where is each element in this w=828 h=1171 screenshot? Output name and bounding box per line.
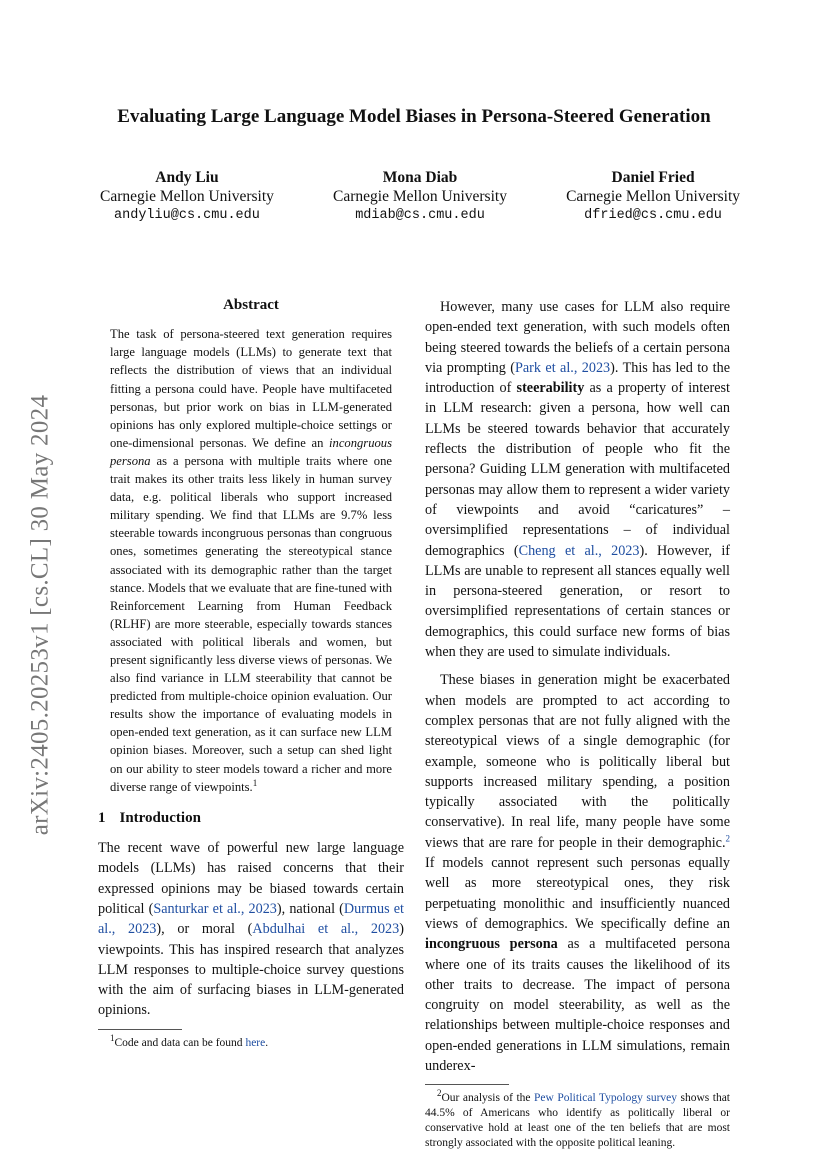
author (333, 168, 507, 225)
footnote-1: $^1$Code and data can be found here. (110, 1032, 269, 1049)
author (100, 168, 274, 225)
author-name: Daniel Fried (611, 169, 695, 186)
author-affiliation: Carnegie Mellon University (566, 188, 740, 205)
footnote-marker[interactable]: 1 (252, 777, 258, 788)
citation-link[interactable]: Durmus et al., 2023 (98, 900, 404, 938)
body-paragraph: However, many use cases for LLM also require open-ended text generation, with such models often being steered towards the beliefs of a certain persona via prompting (Park et al., 2023). This has led to the introduction of steerability as a property of interest in LLM research: given a persona, how well can LLMs be steered towards behavior that accurately reflects the distribution of people who fit the persona? Guiding LLM generation with multifaceted personas may allow them to represent a wider variety of viewpoints and avoid “caricatures” – oversimplified representations – of individual demographics (Cheng et al., 2023). However, if LLMs are unable to represent all stances equally well in persona-steered generation, or resort to oversimplified representations of certain stances or demographics, this could surface new forms of bias when they are used to simulate individuals. (425, 299, 731, 661)
citation-link[interactable]: Cheng et al., 2023 (518, 542, 640, 559)
term-steerability: steerability (516, 380, 585, 397)
abstract-heading: Abstract (223, 297, 279, 313)
footnote-2: $^2$Our analysis of the Pew Political Typology survey shows that 44.5% of Americans who identify as politically liberal or conservative hold at least one of the ten beliefs that are most strongly associated with the opposite political leaning. (425, 1088, 730, 1150)
author-name: Mona Diab (382, 169, 458, 186)
citation-link[interactable]: Park et al., 2023 (514, 359, 611, 376)
survey-link[interactable]: Pew Political Typology survey (534, 1092, 678, 1105)
body-paragraph: These biases in generation might be exacerbated when models are prompted to act according to complex personas that are not fully aligned with the stereotypical views of a single demographic (for example, someone who is politically liberal but supports increased military spending, a position typically associated with the politically conservative). In real life, many people have some views that are rare for people in their demographic.$^2$ If models cannot represent such personas equally well as more stereotypical ones, they risk perpetuating monolithic and insufficiently nuanced views of demographics. We specifically define an incongruous persona as a multifaceted persona where one of its traits causes the likelihood of its other traits to decrease. The impact of persona congruity on model steerability, as well as the relationships between multiple-choice responses and open-ended generations in LLM simulations, remain underex- (425, 672, 731, 1074)
arxiv-stamp: arXiv:2405.20253v1 [cs.CL] 30 May 2024 (26, 394, 54, 836)
paper-title: Evaluating Large Language Model Biases in Persona-Steered Generation (117, 106, 711, 127)
term-incongruous-persona: incongruous persona (425, 936, 558, 953)
left-column (98, 295, 404, 1051)
citation-link[interactable]: Abdulhai et al., 2023 (252, 921, 400, 938)
footnote-divider (425, 1084, 509, 1085)
author-email[interactable]: andyliu@cs.cmu.edu (114, 208, 260, 223)
author-name: Andy Liu (155, 169, 219, 186)
abstract-emphasis: incongruous persona (110, 435, 392, 468)
author-affiliation: Carnegie Mellon University (333, 188, 507, 205)
author-email[interactable]: mdiab@cs.cmu.edu (355, 208, 485, 223)
author-email[interactable]: dfried@cs.cmu.edu (584, 208, 722, 223)
right-column (425, 297, 730, 1151)
intro-paragraph: The recent wave of powerful new large language models (LLMs) has raised concerns that their expressed opinions may be biased towards certain political (Santurkar et al., 2023), national (Durmus et al., 2023), or moral (Abdulhai et al., 2023) viewpoints. This has inspired research that analyzes LLM responses to multiple-choice survey questions with the aim of surfacing biases in LLM-generated opinions. (98, 840, 404, 1019)
code-link[interactable]: here (245, 1036, 266, 1049)
section-heading-introduction: 1 Introduction (98, 809, 201, 826)
author-affiliation: Carnegie Mellon University (100, 188, 274, 205)
abstract-text: The task of persona-steered text generation requires large language models (LLMs) to generate text that reflects the distribution of views that an individual fitting a persona could have. People have multifaceted personas, but prior work on bias in LLM-generated opinions has only explored multiple-choice settings or one-dimensional personas. We define an incongruous persona as a persona with multiple traits where one trait makes its other traits less likely in human survey data, e.g. political liberals who support increased military spending. We find that LLMs are 9.7% less steerable towards incongruous personas than congruous ones, sometimes generating the stereotypical stance associated with its demographic rather than the target stance. Models that we evaluate that are fine-tuned with Reinforcement Learning from Human Feedback (RLHF) are more steerable, especially towards stances associated with political liberals and women, but present significantly less diverse views of personas. We also find variance in LLM steerability that cannot be predicted from multiple-choice opinion evaluation. Our results show the importance of evaluating models in open-ended text generation, as it can surface new LLM opinion biases. Moreover, such a setup can shed light on our ability to steer models toward a richer and more diverse range of viewpoints.$^1$ (110, 327, 392, 794)
author (566, 168, 740, 225)
author-block (100, 168, 740, 225)
footnote-divider (98, 1029, 182, 1030)
citation-link[interactable]: Santurkar et al., 2023 (153, 900, 277, 917)
footnote-marker[interactable]: 2 (725, 832, 730, 843)
